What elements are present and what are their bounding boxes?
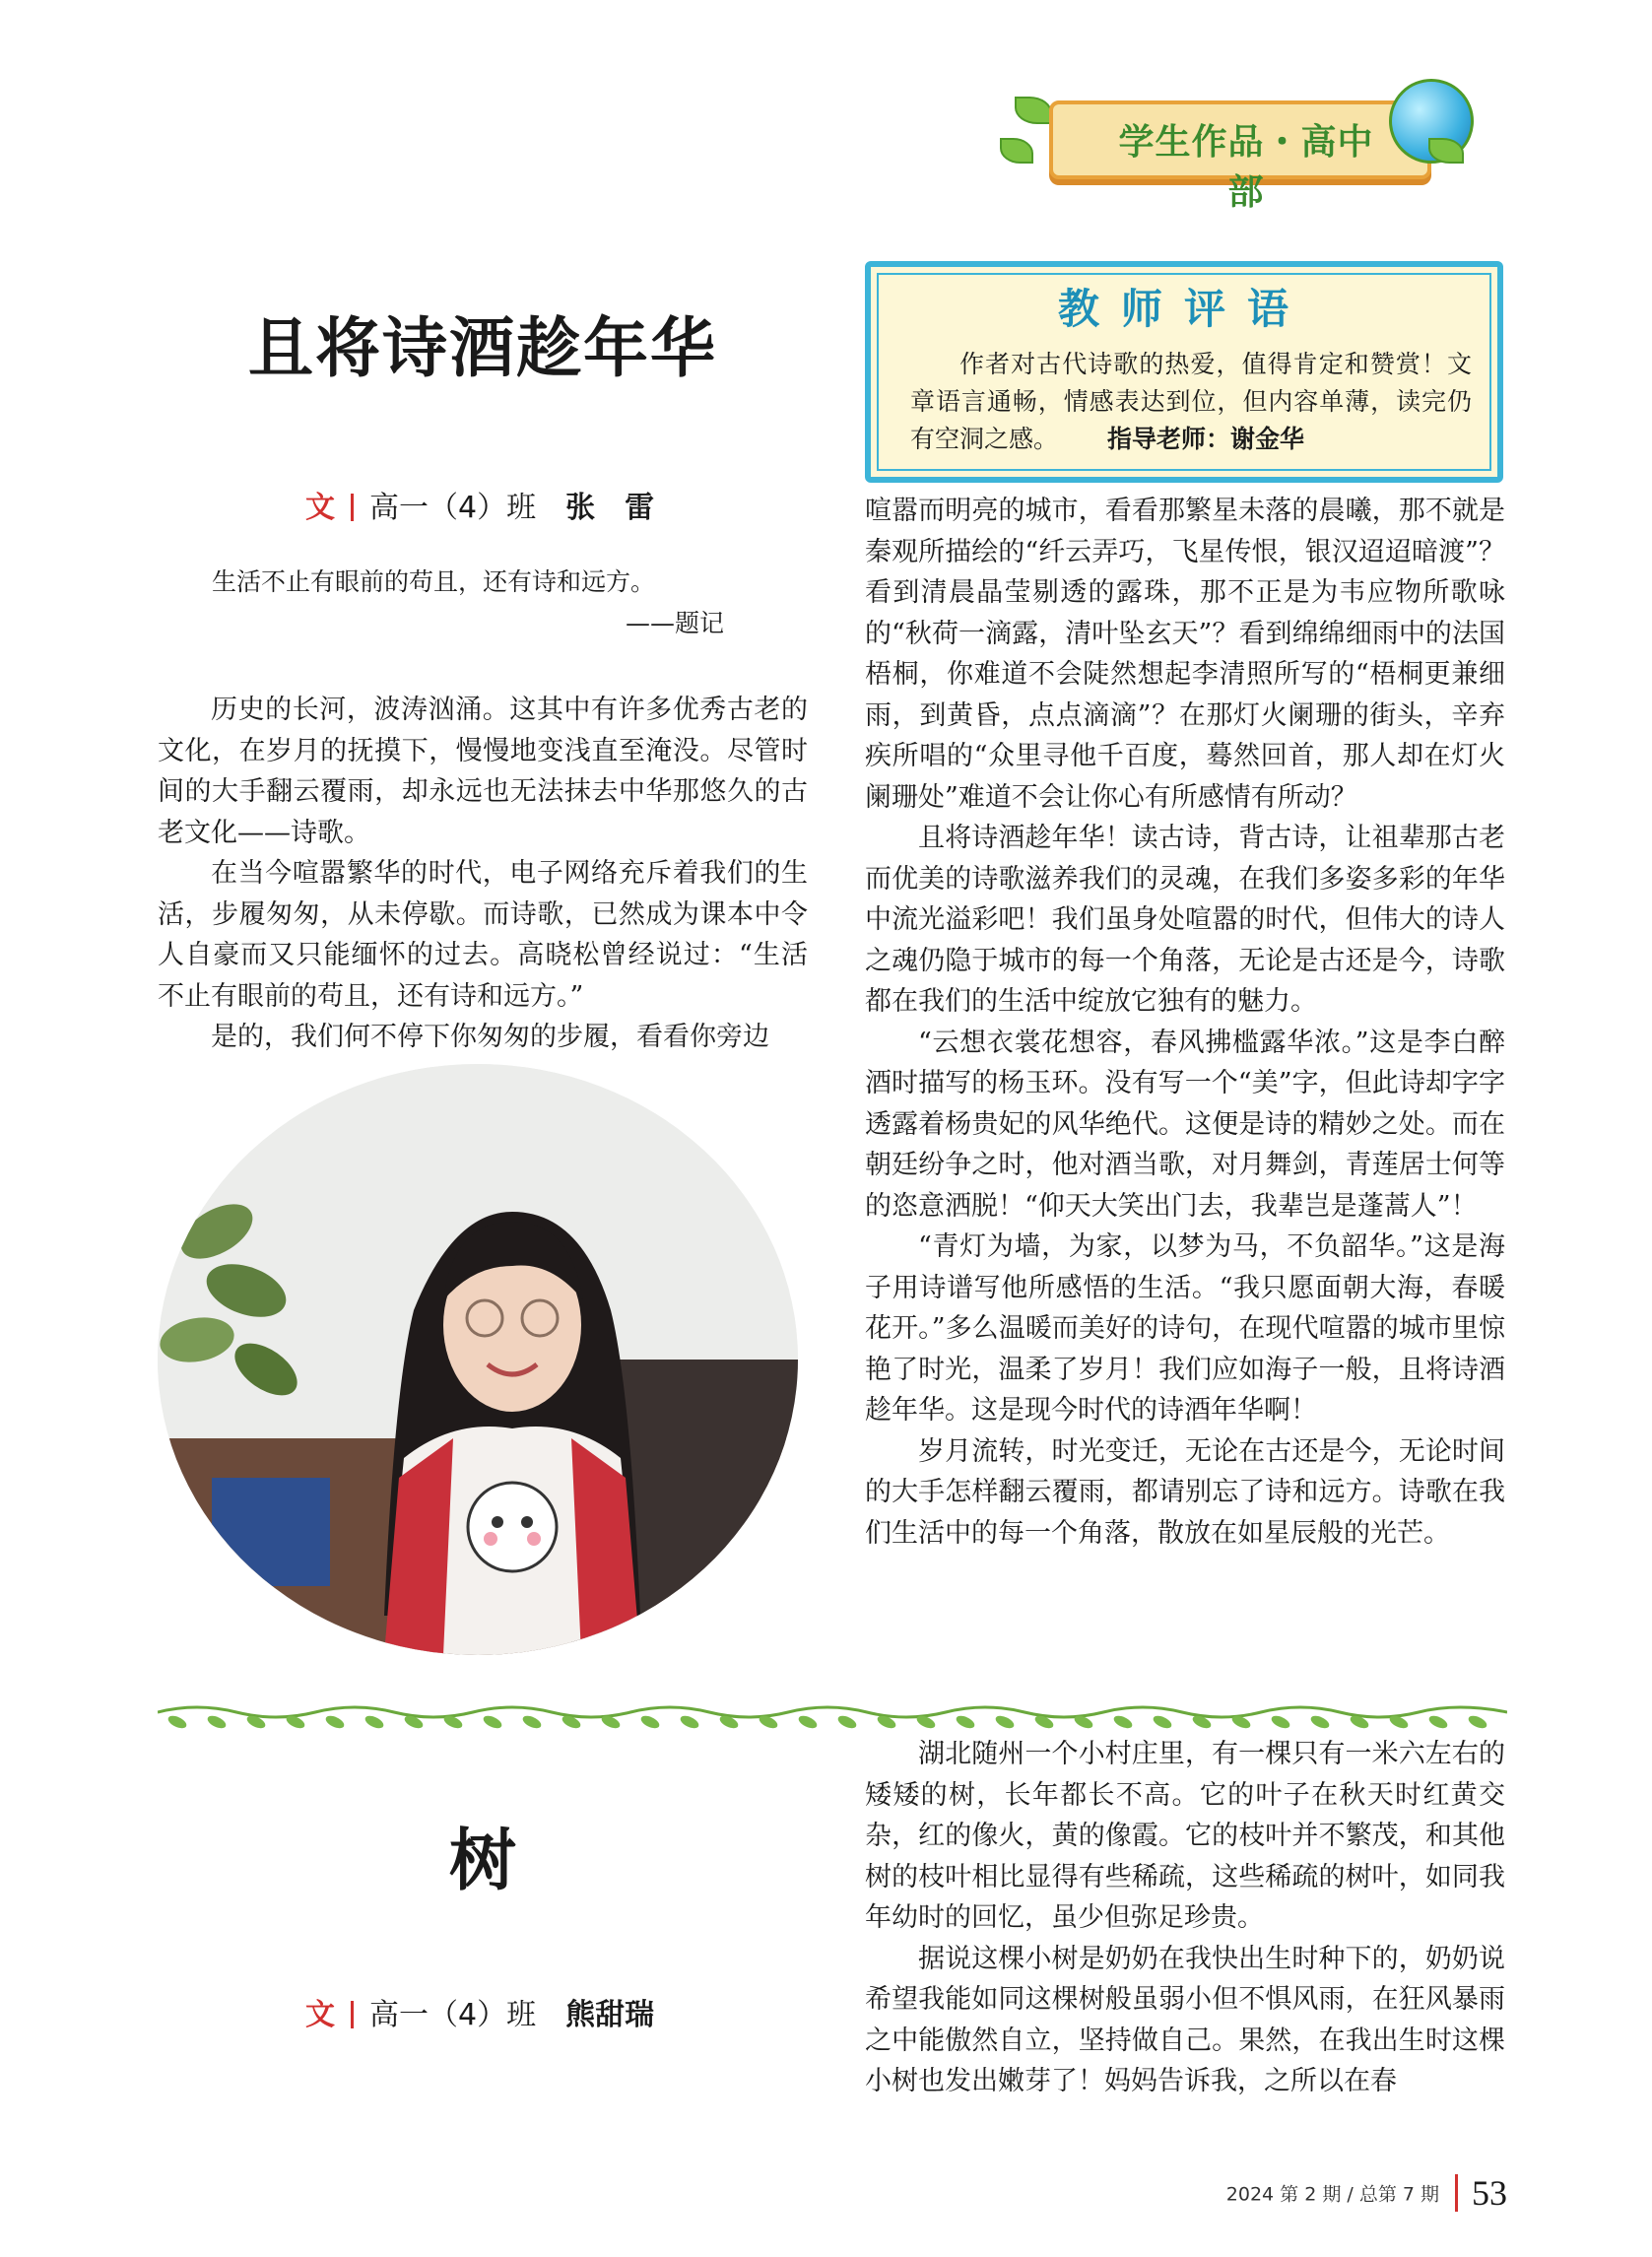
paragraph: “云想衣裳花想容，春风拂槛露华浓。”这是李白醉酒时描写的杨玉环。没有写一个“美”字，但此诗却字字透露着杨贵妃的风华绝代。这便是诗的精妙之处。而在朝廷纷争之时，他对酒当歌，对月舞剑，青莲居士何等的恣意洒脱！“仰天大笑出门去，我辈岂是蓬蒿人”！ <box>865 1027 1505 1222</box>
article-title: 树 <box>448 1822 516 1900</box>
vine-leaf-icon <box>1112 1713 1134 1731</box>
article-body-left <box>158 690 808 1058</box>
vine-leaf-icon <box>1270 1713 1291 1731</box>
teacher-comment-body: 作者对古代诗歌的热爱，值得肯定和赞赏！文章语言通畅，情感表达到位，但内容单薄，读完仍有空洞之感。 <box>910 350 1472 453</box>
vine-leaf-icon <box>1427 1713 1449 1731</box>
byline <box>305 483 654 526</box>
paragraph: 是的，我们何不停下你匆匆的步履，看看你旁边 <box>211 1022 769 1052</box>
byline-class: 高一（4）班 <box>369 491 537 525</box>
vine-leaf-icon <box>679 1713 700 1731</box>
vine-leaf-icon <box>994 1713 1016 1731</box>
portrait-illustration <box>158 1064 798 1655</box>
teacher-comment-box <box>865 261 1503 483</box>
vine-leaf-icon <box>166 1713 188 1731</box>
vine-leaf-icon <box>797 1713 819 1731</box>
byline-label: 文 <box>305 1998 335 2032</box>
byline <box>305 1990 654 2033</box>
teacher-signature: 指导老师：谢金华 <box>1107 425 1305 453</box>
section-banner <box>995 79 1468 213</box>
vine-leaf-icon <box>639 1713 661 1731</box>
leaf-icon <box>1015 97 1052 124</box>
author-photo <box>158 1064 798 1655</box>
byline-author: 张 雷 <box>565 491 655 525</box>
byline-label: 文 <box>305 491 335 525</box>
vine-leaf-icon <box>1467 1713 1488 1731</box>
article-body-right <box>865 1734 1505 2102</box>
byline-divider <box>351 494 354 521</box>
vine-leaf-icon <box>324 1713 346 1731</box>
page-number: 53 <box>1472 2173 1507 2213</box>
footer-divider <box>1455 2174 1458 2212</box>
epigraph-text: 生活不止有眼前的苟且，还有诗和远方。 <box>212 567 656 596</box>
epigraph-note: ——题记 <box>625 609 724 637</box>
paragraph: 在当今喧嚣繁华的时代，电子网络充斥着我们的生活，步履匆匆，从未停歇。而诗歌，已然成为课本中令人自豪而又只能缅怀的过去。高晓松曾经说过：“生活不止有眼前的苟且，还有诗和远方。” <box>158 858 808 1012</box>
epigraph <box>212 562 724 644</box>
vine-leaf-icon <box>955 1713 976 1731</box>
vine-leaf-icon <box>836 1713 858 1731</box>
paragraph: 喧嚣而明亮的城市，看看那繁星未落的晨曦，那不就是秦观所描绘的“纤云弄巧，飞星传恨，银汉迢迢暗渡”？看到清晨晶莹剔透的露珠，那不正是为韦应物所歌咏的“秋荷一滴露，清叶坠玄天”？看到绵绵细雨中的法国梧桐，你难道不会陡然想起李清照所写的“梧桐更兼细雨，到黄昏，点点滴滴”？在那灯火阑珊的街头，辛弃疾所唱的“众里寻他千百度，蓦然回首，那人却在灯火阑珊处”难道不会让你心有所感情有所动？ <box>865 496 1505 813</box>
section-title: 学生作品・高中部 <box>1118 122 1374 213</box>
article-title: 且将诗酒趁年华 <box>248 309 717 386</box>
article-body-right <box>865 491 1505 1554</box>
byline-author: 熊甜瑞 <box>565 1998 655 2032</box>
vine-divider <box>158 1685 1507 1734</box>
leaf-icon <box>1000 138 1033 164</box>
page-footer <box>1153 2172 1507 2214</box>
vine-leaf-icon <box>1309 1713 1331 1731</box>
paragraph: 据说这棵小树是奶奶在我快出生时种下的，奶奶说希望我能如同这棵树般虽弱小但不惧风雨，在狂风暴雨之中能傲然自立，坚持做自己。果然，在我出生时这棵小树也发出嫩芽了！妈妈告诉我，之所以在春 <box>865 1943 1505 2096</box>
teacher-comment-text <box>910 346 1472 458</box>
vine-leaf-icon <box>482 1713 503 1731</box>
vine-leaf-icon <box>1152 1713 1173 1731</box>
paragraph: 且将诗酒趁年华！读古诗，背古诗，让祖辈那古老而优美的诗歌滋养我们的灵魂，在我们多姿多彩的年华中流光溢彩吧！我们虽身处喧嚣的时代，但伟大的诗人之魂仍隐于城市的每一个角落，无论是古还是今，诗歌都在我们的生活中绽放它独有的魅力。 <box>865 823 1505 1017</box>
vine-leaf-icon <box>206 1713 228 1731</box>
paragraph: “青灯为墙，为家，以梦为马，不负韶华。”这是海子用诗谱写他所感悟的生活。“我只愿面朝大海，春暖花开。”多么温暖而美好的诗句，在现代喧嚣的城市里惊艳了时光，温柔了岁月！我们应如海子一般，且将诗酒趁年华。这是现今时代的诗酒年华啊！ <box>865 1231 1505 1426</box>
issue-info: 2024 第 2 期 / 总第 7 期 <box>1225 2183 1439 2206</box>
teacher-comment-heading: 教师评语 <box>1057 285 1310 333</box>
paragraph: 岁月流转，时光变迁，无论在古还是今，无论时间的大手怎样翻云覆雨，都请别忘了诗和远方。诗歌在我们生活中的每一个角落，散放在如星辰般的光芒。 <box>865 1435 1505 1549</box>
byline-class: 高一（4）班 <box>369 1998 537 2032</box>
paragraph: 历史的长河，波涛汹涌。这其中有许多优秀古老的文化，在岁月的抚摸下，慢慢地变浅直至淹没。尽管时间的大手翻云覆雨，却永远也无法抹去中华那悠久的古老文化——诗歌。 <box>158 695 808 848</box>
vine-leaf-icon <box>521 1713 543 1731</box>
vine-leaf-icon <box>363 1713 385 1731</box>
paragraph: 湖北随州一个小村庄里，有一棵只有一米六左右的矮矮的树，长年都长不高。它的叶子在秋天时红黄交杂，红的像火，黄的像霞。它的枝叶并不繁茂，和其他树的枝叶相比显得有些稀疏，这些稀疏的树叶，如同我年幼时的回忆，虽少但弥足珍贵。 <box>865 1739 1505 1933</box>
byline-divider <box>351 2001 354 2028</box>
